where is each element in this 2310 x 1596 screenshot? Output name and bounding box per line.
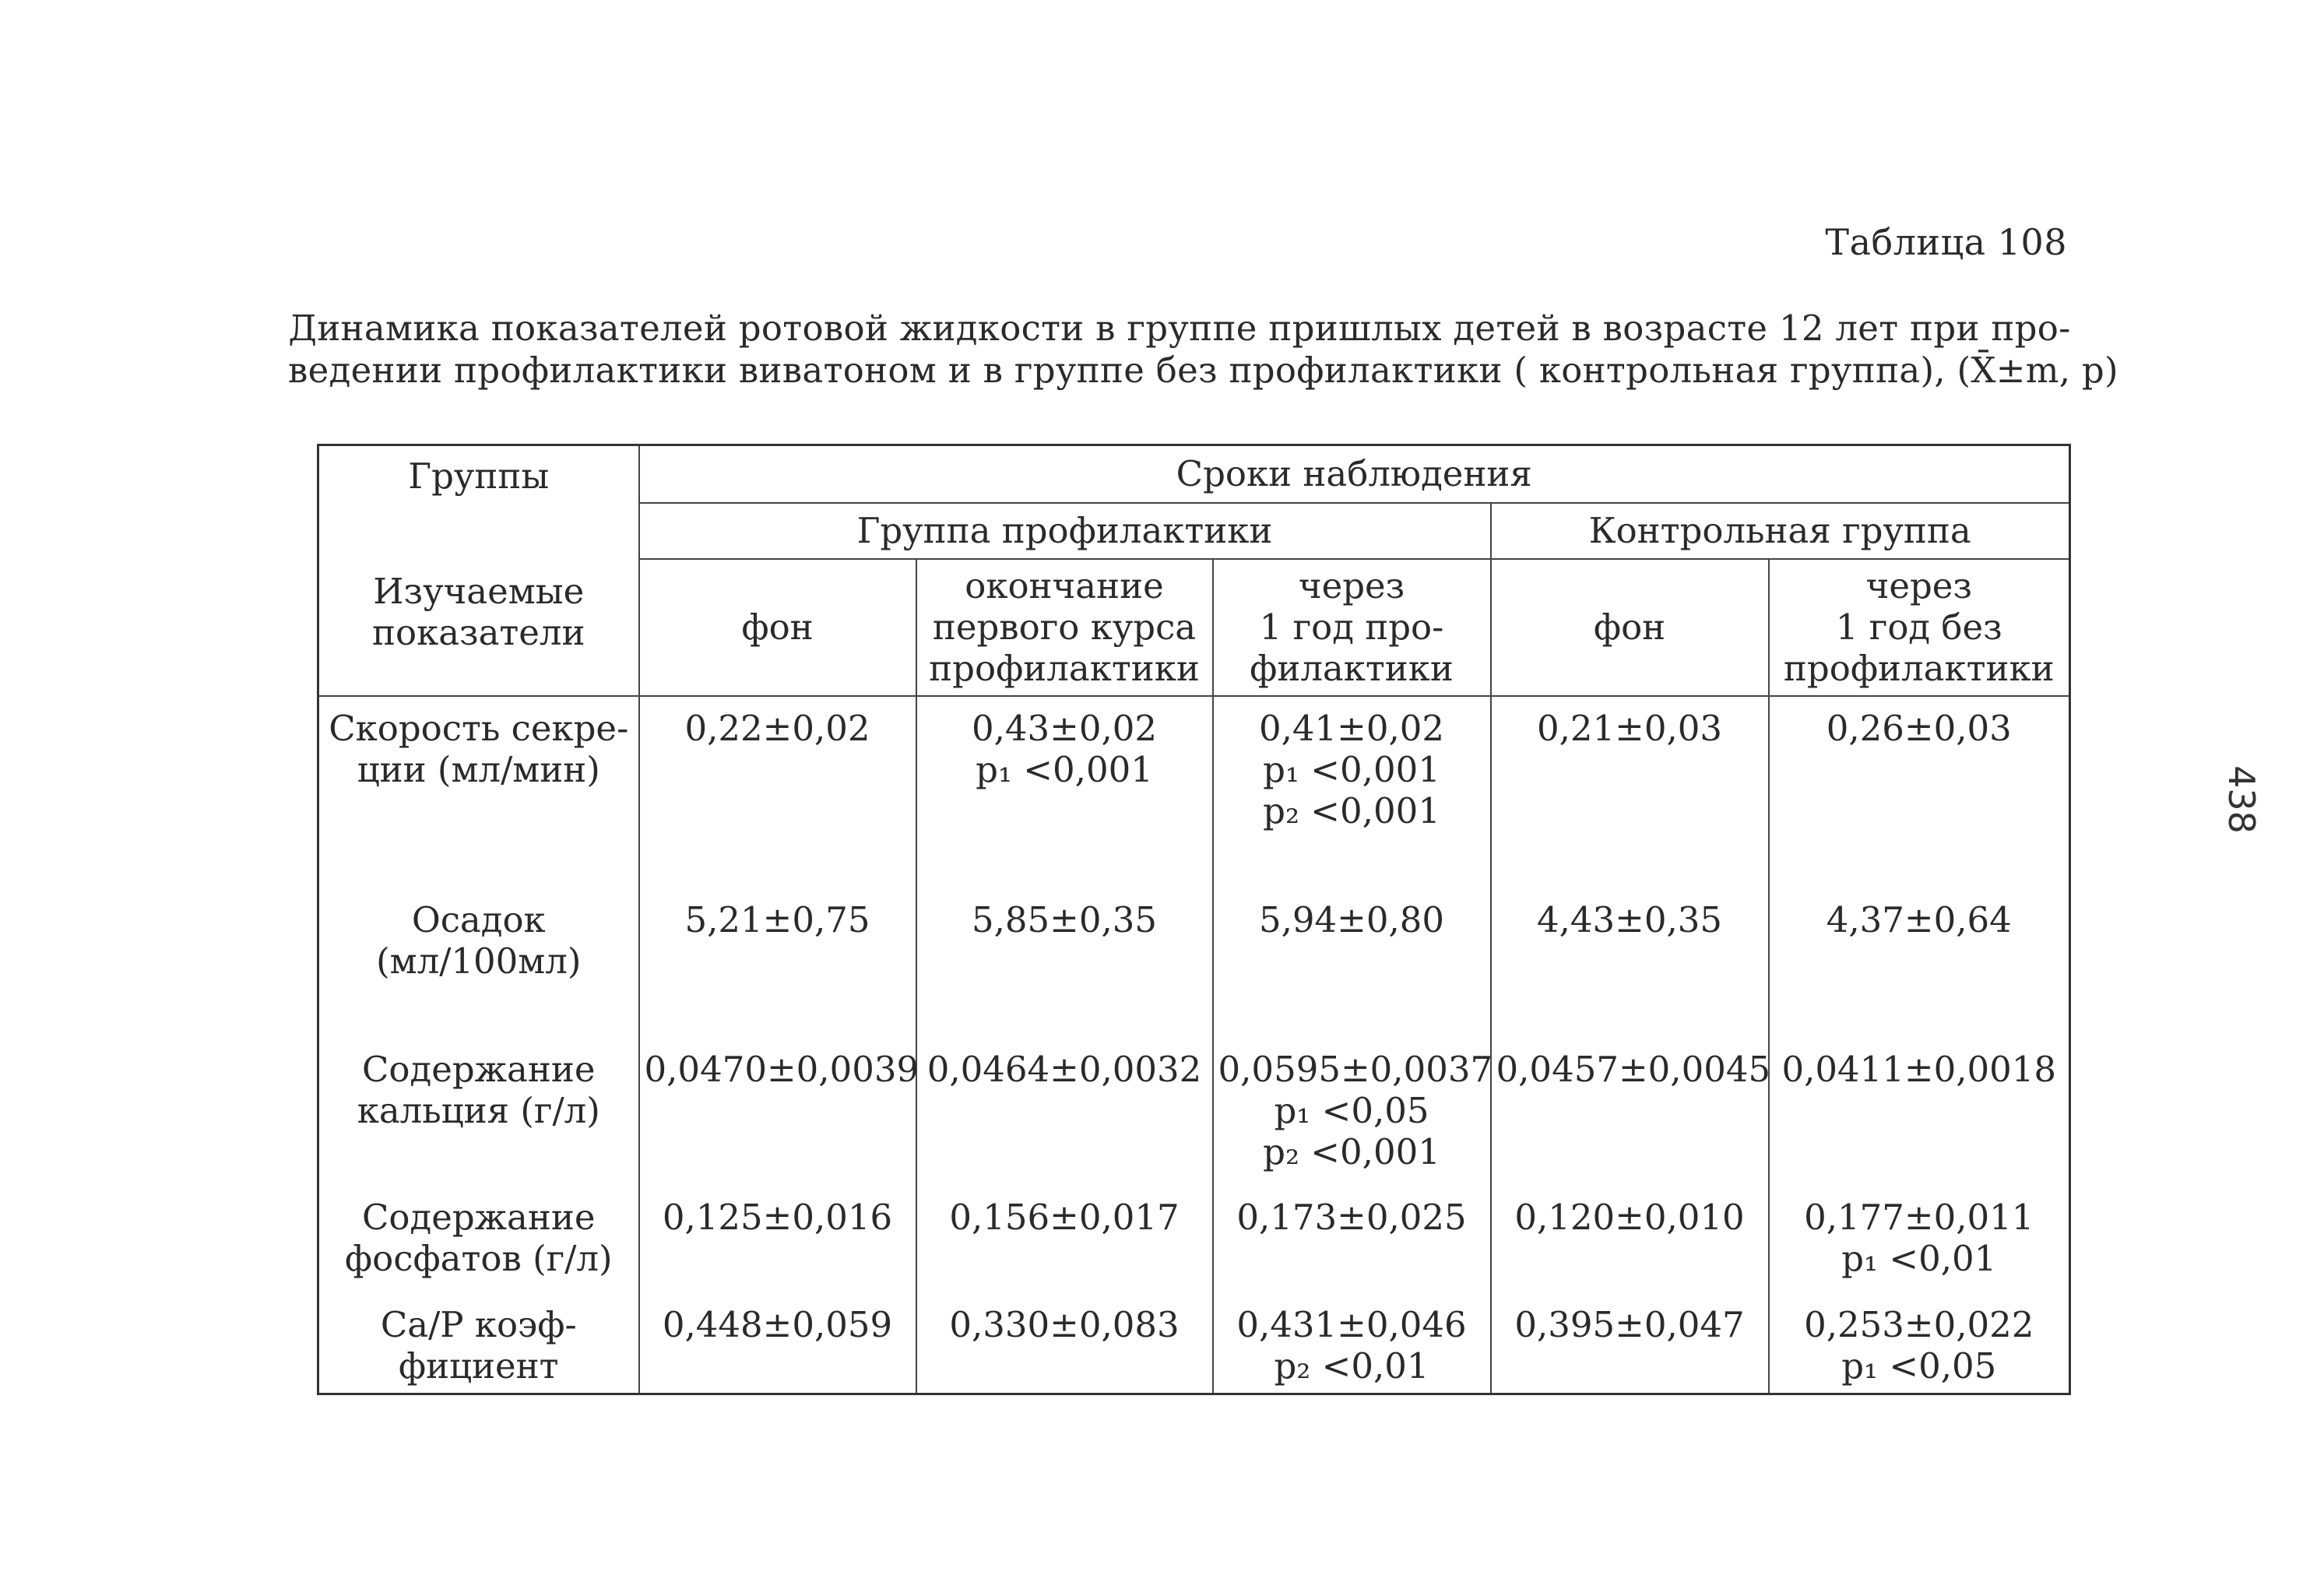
column-header-line: филактики (1250, 648, 1454, 689)
column-header-control-baseline (1491, 559, 1769, 696)
column-header-baseline (639, 559, 916, 696)
data-table (317, 444, 2071, 1395)
corner-param-line: показатели (371, 612, 585, 653)
table-cell (1769, 888, 2070, 1038)
table-row-ca-p-ratio (318, 1293, 2070, 1394)
page-number: 438 (2220, 765, 2263, 834)
row-label (318, 1186, 639, 1293)
cell-significance: p₁ <0,01 (1841, 1237, 1997, 1279)
column-header-line: окончание (965, 565, 1164, 606)
table-cell (1213, 888, 1491, 1038)
column-header-line: 1 год про- (1259, 606, 1444, 648)
row-label-line: фосфатов (г/л) (344, 1237, 613, 1279)
cell-significance: p₂ <0,001 (1263, 1130, 1440, 1172)
cell-value: 0,253±0,022 (1804, 1303, 2034, 1345)
table-cell (916, 1293, 1213, 1394)
column-header-line: профилактики (1783, 648, 2055, 689)
cell-significance: p₁ <0,05 (1841, 1345, 1997, 1387)
cell-significance: p₂ <0,001 (1263, 789, 1440, 831)
cell-value: 0,173±0,025 (1236, 1196, 1467, 1238)
corner-param-line: Изучаемые (373, 571, 585, 612)
control-group-header: Контрольная группа (1491, 503, 2070, 559)
column-header-line: фон (1593, 606, 1666, 648)
table-row-sediment (318, 888, 2070, 1038)
row-label-line: ции (мл/мин) (357, 748, 600, 790)
row-label-line: Осадок (411, 898, 546, 940)
cell-value: 0,0595±0,0037 (1218, 1048, 1493, 1090)
cell-value: 0,0411±0,0018 (1781, 1048, 2057, 1090)
row-label-line: (мл/100мл) (376, 940, 582, 982)
row-label-line: Содержание (361, 1048, 596, 1090)
cell-significance: p₂ <0,01 (1274, 1345, 1429, 1387)
column-header-line: 1 год без (1835, 606, 2002, 648)
corner-param-label (319, 571, 638, 653)
table-cell (639, 1038, 919, 1186)
table-row-secretion-rate (318, 696, 2070, 888)
cell-value: 0,22±0,02 (684, 707, 870, 749)
cell-value: 0,177±0,011 (1804, 1196, 2034, 1238)
row-label-line: Содержание (361, 1196, 596, 1238)
cell-value: 0,0470±0,0039 (644, 1048, 919, 1090)
cell-significance: p₁ <0,05 (1274, 1089, 1429, 1131)
table-row-phosphates (318, 1186, 2070, 1293)
table-cell (916, 696, 1213, 888)
column-header-line: фон (741, 606, 814, 648)
column-header-control-after-year (1769, 559, 2070, 696)
caption-line-1: Динамика показателей ротовой жидкости в группе пришлых детей в возрасте 12 лет при про- (288, 308, 2071, 349)
row-label-line: Ca/P коэф- (380, 1303, 577, 1345)
cell-value: 4,37±0,64 (1826, 898, 2012, 940)
cell-value: 0,43±0,02 (971, 707, 1158, 749)
table-cell (1769, 696, 2070, 888)
table-cell (1213, 696, 1491, 888)
caption-line-2: ведении профилактики виватоном и в группе без профилактики ( контрольная группа), (X̄±m, p) (288, 350, 2118, 391)
column-header-line: через (1865, 565, 1972, 606)
row-label-line: кальция (г/л) (357, 1089, 600, 1131)
row-label (318, 1293, 639, 1394)
corner-header (318, 445, 639, 696)
table-cell (1491, 1038, 1769, 1186)
table-cell (639, 1186, 916, 1293)
table-cell (1769, 1186, 2070, 1293)
cell-value: 0,125±0,016 (662, 1196, 893, 1238)
row-label (318, 1038, 639, 1186)
row-label (318, 888, 639, 1038)
table-cell (639, 888, 916, 1038)
observation-periods-header: Сроки наблюдения (639, 445, 2070, 503)
cell-value: 5,94±0,80 (1258, 898, 1445, 940)
cell-value: 0,431±0,046 (1236, 1303, 1467, 1345)
row-label-line: Скорость секре- (329, 707, 629, 749)
cell-value: 0,0464±0,0032 (926, 1048, 1202, 1090)
cell-value: 0,395±0,047 (1514, 1303, 1745, 1345)
prophylaxis-group-header: Группа профилактики (639, 503, 1491, 559)
cell-value: 4,43±0,35 (1536, 898, 1723, 940)
table-cell (1213, 1293, 1491, 1394)
cell-value: 0,41±0,02 (1258, 707, 1445, 749)
column-header-line: первого курса (932, 606, 1197, 648)
cell-value: 0,156±0,017 (949, 1196, 1180, 1238)
column-header-course-end (916, 559, 1213, 696)
table-caption (288, 308, 2118, 392)
table-cell (639, 1293, 916, 1394)
table-cell (916, 1186, 1213, 1293)
column-header-line: через (1298, 565, 1405, 606)
table-cell (1213, 1186, 1491, 1293)
table-cell (639, 696, 916, 888)
cell-significance: p₁ <0,001 (976, 748, 1153, 790)
cell-value: 0,26±0,03 (1826, 707, 2012, 749)
cell-significance: p₁ <0,001 (1263, 748, 1440, 790)
table-cell (1491, 696, 1769, 888)
column-header-after-year (1213, 559, 1491, 696)
table-cell (1769, 1293, 2070, 1394)
table-cell (1491, 1293, 1769, 1394)
table-cell (916, 1038, 1213, 1186)
cell-value: 5,21±0,75 (684, 898, 870, 940)
table-cell (1213, 1038, 1491, 1186)
corner-groups-label: Группы (408, 455, 550, 497)
cell-value: 0,21±0,03 (1536, 707, 1723, 749)
table-cell (1491, 1186, 1769, 1293)
table-number: Таблица 108 (1825, 221, 2067, 263)
cell-value: 5,85±0,35 (971, 898, 1158, 940)
table-cell (1491, 888, 1769, 1038)
table-cell (1769, 1038, 2070, 1186)
cell-value: 0,448±0,059 (662, 1303, 893, 1345)
table-cell (916, 888, 1213, 1038)
table-row-calcium (318, 1038, 2070, 1186)
cell-value: 0,120±0,010 (1514, 1196, 1745, 1238)
cell-value: 0,0457±0,0045 (1496, 1048, 1771, 1090)
cell-value: 0,330±0,083 (949, 1303, 1180, 1345)
row-label-line: фициент (398, 1345, 559, 1387)
row-label (318, 696, 639, 888)
column-header-line: профилактики (929, 648, 1200, 689)
